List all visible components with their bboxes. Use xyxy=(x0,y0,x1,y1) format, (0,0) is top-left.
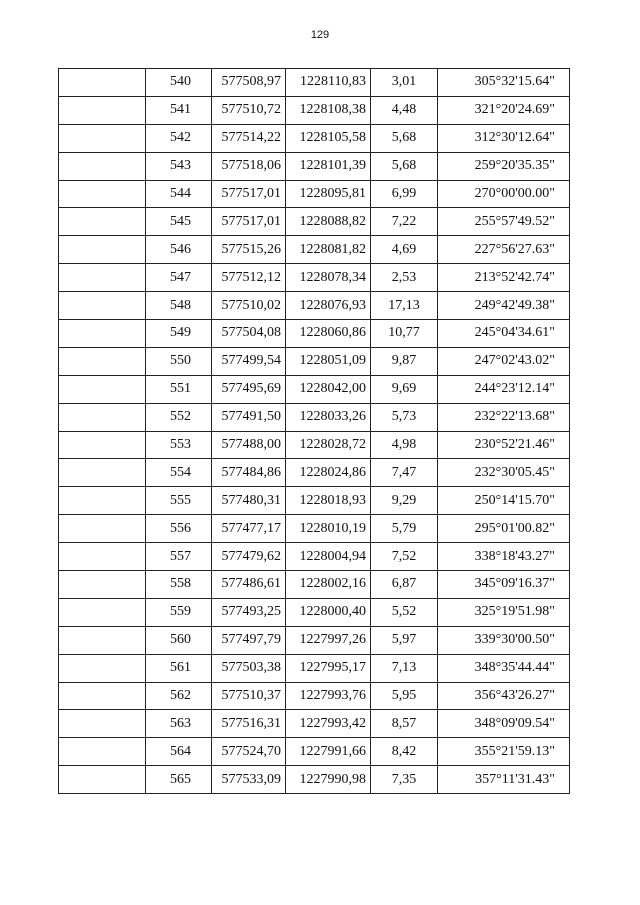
table-row xyxy=(59,292,570,320)
x-coordinate-cell: 577533,09 xyxy=(212,766,286,794)
blank-cell xyxy=(59,515,146,543)
bearing-cell: 249°42'49.38" xyxy=(438,292,570,320)
bearing-cell: 213°52'42.74" xyxy=(438,264,570,292)
distance-cell: 8,42 xyxy=(371,738,438,766)
table-row xyxy=(59,403,570,431)
x-coordinate-cell: 577491,50 xyxy=(212,403,286,431)
bearing-cell: 325°19'51.98" xyxy=(438,598,570,626)
x-coordinate-cell: 577517,01 xyxy=(212,180,286,208)
y-coordinate-cell: 1228088,82 xyxy=(286,208,371,236)
bearing-cell: 247°02'43.02" xyxy=(438,347,570,375)
distance-cell: 5,68 xyxy=(371,124,438,152)
x-coordinate-cell: 577516,31 xyxy=(212,710,286,738)
point-number-cell: 552 xyxy=(146,403,212,431)
x-coordinate-cell: 577515,26 xyxy=(212,236,286,264)
table-row xyxy=(59,124,570,152)
table-row xyxy=(59,180,570,208)
x-coordinate-cell: 577510,02 xyxy=(212,292,286,320)
coordinates-table-body xyxy=(59,69,570,794)
y-coordinate-cell: 1228051,09 xyxy=(286,347,371,375)
table-row xyxy=(59,598,570,626)
y-coordinate-cell: 1228028,72 xyxy=(286,431,371,459)
y-coordinate-cell: 1228018,93 xyxy=(286,487,371,515)
point-number-cell: 556 xyxy=(146,515,212,543)
bearing-cell: 338°18'43.27" xyxy=(438,543,570,571)
bearing-cell: 355°21'59.13" xyxy=(438,738,570,766)
blank-cell xyxy=(59,738,146,766)
y-coordinate-cell: 1228078,34 xyxy=(286,264,371,292)
blank-cell xyxy=(59,264,146,292)
bearing-cell: 244°23'12.14" xyxy=(438,375,570,403)
y-coordinate-cell: 1227993,42 xyxy=(286,710,371,738)
point-number-cell: 546 xyxy=(146,236,212,264)
blank-cell xyxy=(59,766,146,794)
distance-cell: 6,87 xyxy=(371,571,438,599)
distance-cell: 9,29 xyxy=(371,487,438,515)
distance-cell: 4,98 xyxy=(371,431,438,459)
x-coordinate-cell: 577510,72 xyxy=(212,96,286,124)
x-coordinate-cell: 577503,38 xyxy=(212,654,286,682)
blank-cell xyxy=(59,208,146,236)
y-coordinate-cell: 1228076,93 xyxy=(286,292,371,320)
y-coordinate-cell: 1228095,81 xyxy=(286,180,371,208)
bearing-cell: 312°30'12.64" xyxy=(438,124,570,152)
point-number-cell: 559 xyxy=(146,598,212,626)
y-coordinate-cell: 1228101,39 xyxy=(286,152,371,180)
coordinates-table xyxy=(58,68,570,794)
y-coordinate-cell: 1228108,38 xyxy=(286,96,371,124)
point-number-cell: 561 xyxy=(146,654,212,682)
table-row xyxy=(59,543,570,571)
blank-cell xyxy=(59,180,146,208)
distance-cell: 2,53 xyxy=(371,264,438,292)
point-number-cell: 560 xyxy=(146,626,212,654)
point-number-cell: 558 xyxy=(146,571,212,599)
table-row xyxy=(59,626,570,654)
point-number-cell: 565 xyxy=(146,766,212,794)
point-number-cell: 543 xyxy=(146,152,212,180)
blank-cell xyxy=(59,710,146,738)
distance-cell: 7,13 xyxy=(371,654,438,682)
x-coordinate-cell: 577480,31 xyxy=(212,487,286,515)
point-number-cell: 563 xyxy=(146,710,212,738)
x-coordinate-cell: 577488,00 xyxy=(212,431,286,459)
table-row xyxy=(59,654,570,682)
y-coordinate-cell: 1228105,58 xyxy=(286,124,371,152)
blank-cell xyxy=(59,124,146,152)
point-number-cell: 540 xyxy=(146,69,212,97)
bearing-cell: 232°30'05.45" xyxy=(438,459,570,487)
table-row xyxy=(59,96,570,124)
blank-cell xyxy=(59,403,146,431)
distance-cell: 7,47 xyxy=(371,459,438,487)
blank-cell xyxy=(59,543,146,571)
point-number-cell: 544 xyxy=(146,180,212,208)
y-coordinate-cell: 1227993,76 xyxy=(286,682,371,710)
bearing-cell: 305°32'15.64" xyxy=(438,69,570,97)
bearing-cell: 227°56'27.63" xyxy=(438,236,570,264)
table-row xyxy=(59,152,570,180)
x-coordinate-cell: 577518,06 xyxy=(212,152,286,180)
x-coordinate-cell: 577477,17 xyxy=(212,515,286,543)
x-coordinate-cell: 577504,08 xyxy=(212,320,286,348)
distance-cell: 7,22 xyxy=(371,208,438,236)
distance-cell: 7,35 xyxy=(371,766,438,794)
point-number-cell: 554 xyxy=(146,459,212,487)
bearing-cell: 357°11'31.43" xyxy=(438,766,570,794)
blank-cell xyxy=(59,236,146,264)
distance-cell: 5,52 xyxy=(371,598,438,626)
blank-cell xyxy=(59,431,146,459)
distance-cell: 9,87 xyxy=(371,347,438,375)
y-coordinate-cell: 1228081,82 xyxy=(286,236,371,264)
distance-cell: 5,95 xyxy=(371,682,438,710)
y-coordinate-cell: 1228010,19 xyxy=(286,515,371,543)
y-coordinate-cell: 1228110,83 xyxy=(286,69,371,97)
blank-cell xyxy=(59,682,146,710)
point-number-cell: 541 xyxy=(146,96,212,124)
distance-cell: 3,01 xyxy=(371,69,438,97)
x-coordinate-cell: 577495,69 xyxy=(212,375,286,403)
y-coordinate-cell: 1228060,86 xyxy=(286,320,371,348)
distance-cell: 5,68 xyxy=(371,152,438,180)
bearing-cell: 259°20'35.35" xyxy=(438,152,570,180)
distance-cell: 4,69 xyxy=(371,236,438,264)
x-coordinate-cell: 577512,12 xyxy=(212,264,286,292)
table-row xyxy=(59,431,570,459)
bearing-cell: 245°04'34.61" xyxy=(438,320,570,348)
distance-cell: 10,77 xyxy=(371,320,438,348)
point-number-cell: 553 xyxy=(146,431,212,459)
point-number-cell: 564 xyxy=(146,738,212,766)
blank-cell xyxy=(59,487,146,515)
distance-cell: 5,73 xyxy=(371,403,438,431)
table-row xyxy=(59,738,570,766)
table-row xyxy=(59,459,570,487)
distance-cell: 5,97 xyxy=(371,626,438,654)
blank-cell xyxy=(59,69,146,97)
y-coordinate-cell: 1227991,66 xyxy=(286,738,371,766)
point-number-cell: 562 xyxy=(146,682,212,710)
bearing-cell: 348°35'44.44" xyxy=(438,654,570,682)
bearing-cell: 250°14'15.70" xyxy=(438,487,570,515)
distance-cell: 9,69 xyxy=(371,375,438,403)
table-row xyxy=(59,682,570,710)
blank-cell xyxy=(59,347,146,375)
bearing-cell: 345°09'16.37" xyxy=(438,571,570,599)
table-row xyxy=(59,710,570,738)
bearing-cell: 230°52'21.46" xyxy=(438,431,570,459)
distance-cell: 17,13 xyxy=(371,292,438,320)
point-number-cell: 549 xyxy=(146,320,212,348)
table-row xyxy=(59,236,570,264)
blank-cell xyxy=(59,152,146,180)
blank-cell xyxy=(59,96,146,124)
point-number-cell: 551 xyxy=(146,375,212,403)
x-coordinate-cell: 577508,97 xyxy=(212,69,286,97)
blank-cell xyxy=(59,375,146,403)
x-coordinate-cell: 577484,86 xyxy=(212,459,286,487)
table-row xyxy=(59,375,570,403)
distance-cell: 5,79 xyxy=(371,515,438,543)
x-coordinate-cell: 577486,61 xyxy=(212,571,286,599)
point-number-cell: 547 xyxy=(146,264,212,292)
point-number-cell: 548 xyxy=(146,292,212,320)
table-row xyxy=(59,69,570,97)
x-coordinate-cell: 577514,22 xyxy=(212,124,286,152)
y-coordinate-cell: 1228033,26 xyxy=(286,403,371,431)
blank-cell xyxy=(59,292,146,320)
table-row xyxy=(59,264,570,292)
y-coordinate-cell: 1228004,94 xyxy=(286,543,371,571)
blank-cell xyxy=(59,571,146,599)
table-row xyxy=(59,208,570,236)
blank-cell xyxy=(59,654,146,682)
bearing-cell: 232°22'13.68" xyxy=(438,403,570,431)
y-coordinate-cell: 1228000,40 xyxy=(286,598,371,626)
x-coordinate-cell: 577510,37 xyxy=(212,682,286,710)
blank-cell xyxy=(59,626,146,654)
point-number-cell: 550 xyxy=(146,347,212,375)
bearing-cell: 255°57'49.52" xyxy=(438,208,570,236)
point-number-cell: 555 xyxy=(146,487,212,515)
x-coordinate-cell: 577479,62 xyxy=(212,543,286,571)
distance-cell: 4,48 xyxy=(371,96,438,124)
y-coordinate-cell: 1227997,26 xyxy=(286,626,371,654)
x-coordinate-cell: 577517,01 xyxy=(212,208,286,236)
x-coordinate-cell: 577497,79 xyxy=(212,626,286,654)
y-coordinate-cell: 1228042,00 xyxy=(286,375,371,403)
point-number-cell: 542 xyxy=(146,124,212,152)
table-row xyxy=(59,347,570,375)
blank-cell xyxy=(59,320,146,348)
y-coordinate-cell: 1228024,86 xyxy=(286,459,371,487)
bearing-cell: 321°20'24.69" xyxy=(438,96,570,124)
y-coordinate-cell: 1228002,16 xyxy=(286,571,371,599)
distance-cell: 7,52 xyxy=(371,543,438,571)
point-number-cell: 545 xyxy=(146,208,212,236)
bearing-cell: 270°00'00.00" xyxy=(438,180,570,208)
x-coordinate-cell: 577493,25 xyxy=(212,598,286,626)
table-row xyxy=(59,487,570,515)
y-coordinate-cell: 1227995,17 xyxy=(286,654,371,682)
blank-cell xyxy=(59,598,146,626)
bearing-cell: 339°30'00.50" xyxy=(438,626,570,654)
table-row xyxy=(59,320,570,348)
x-coordinate-cell: 577499,54 xyxy=(212,347,286,375)
bearing-cell: 348°09'09.54" xyxy=(438,710,570,738)
table-row xyxy=(59,766,570,794)
bearing-cell: 356°43'26.27" xyxy=(438,682,570,710)
point-number-cell: 557 xyxy=(146,543,212,571)
distance-cell: 6,99 xyxy=(371,180,438,208)
x-coordinate-cell: 577524,70 xyxy=(212,738,286,766)
table-row xyxy=(59,571,570,599)
page-number: 129 xyxy=(310,29,330,41)
y-coordinate-cell: 1227990,98 xyxy=(286,766,371,794)
table-row xyxy=(59,515,570,543)
bearing-cell: 295°01'00.82" xyxy=(438,515,570,543)
distance-cell: 8,57 xyxy=(371,710,438,738)
blank-cell xyxy=(59,459,146,487)
